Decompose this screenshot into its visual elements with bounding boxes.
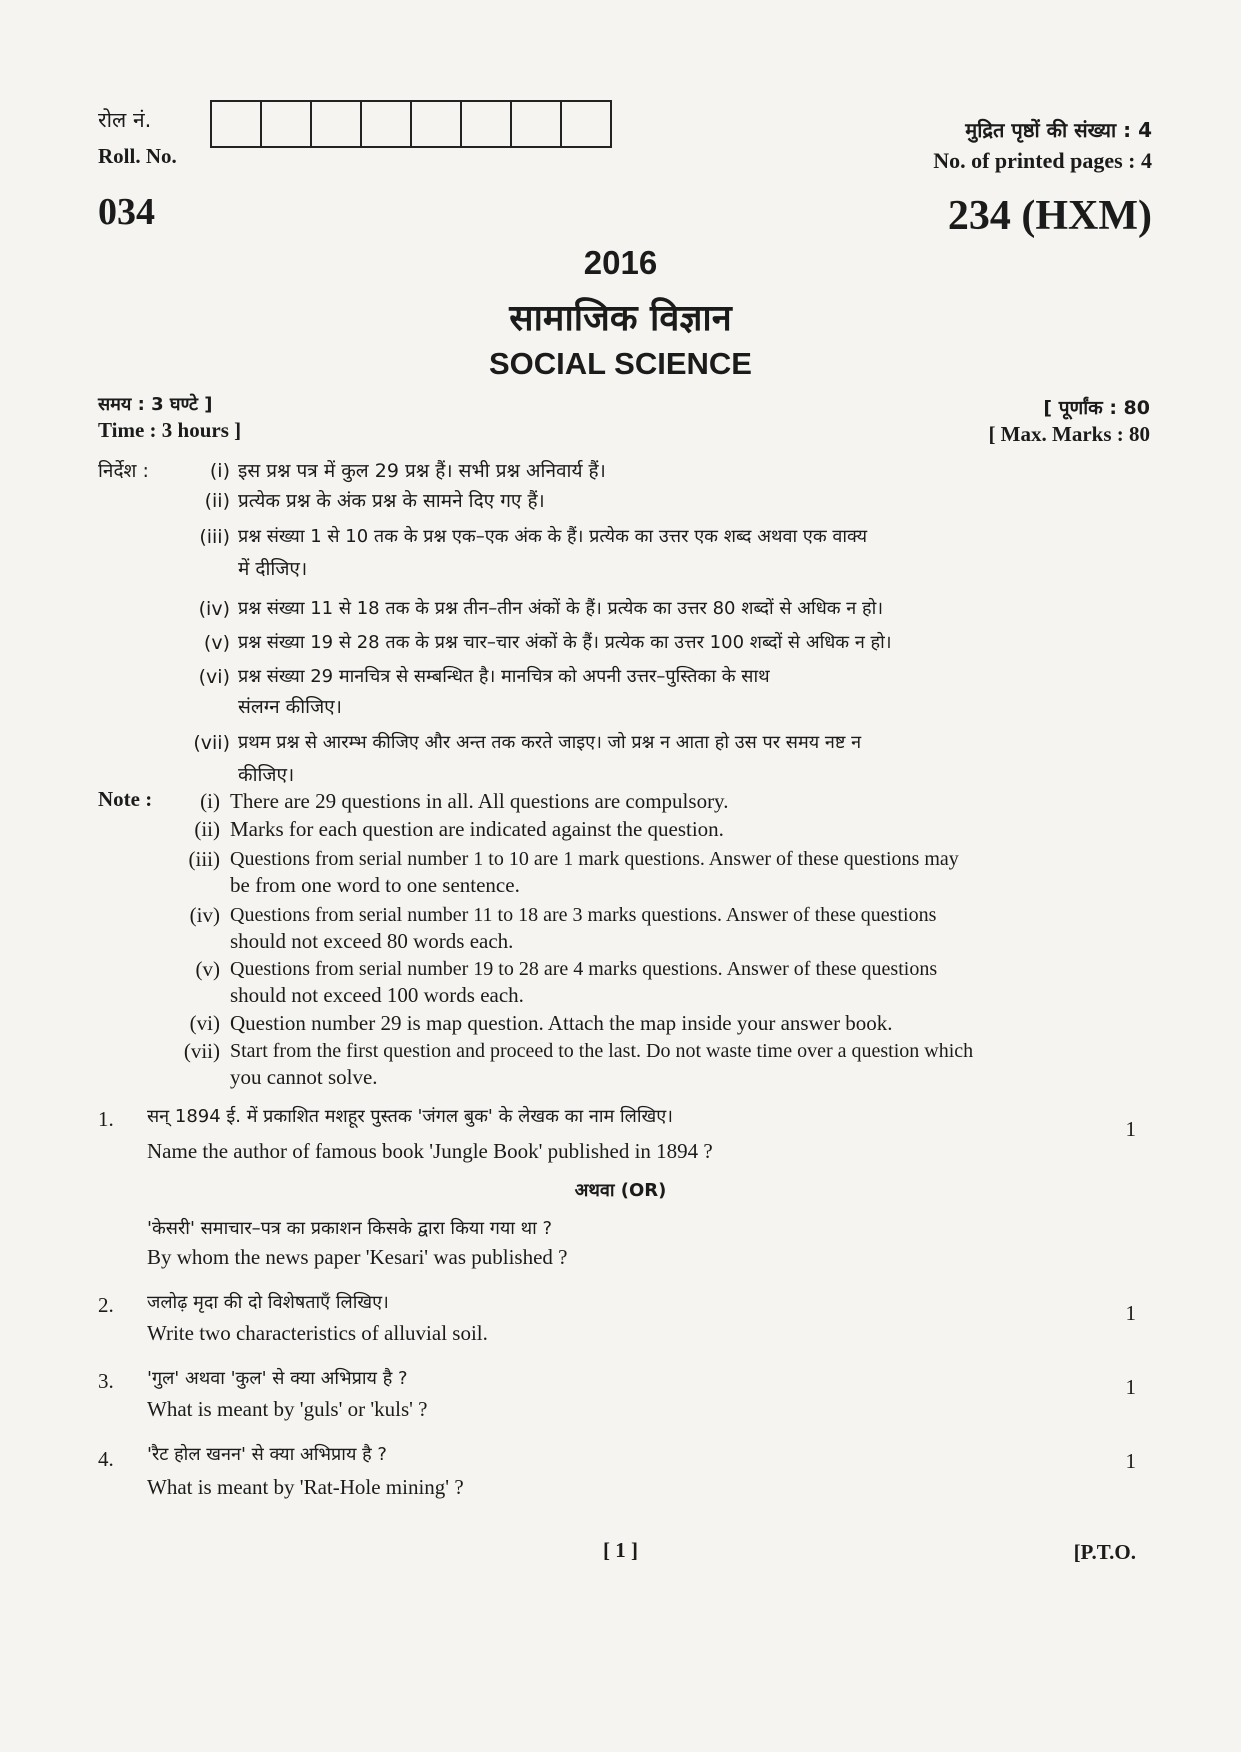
instruction-continuation: कीजिए। [238, 764, 295, 786]
question-text-en: What is meant by 'guls' or 'kuls' ? [147, 1397, 428, 1421]
question-text-en: What is meant by 'Rat-Hole mining' ? [147, 1475, 464, 1499]
note-number: (vii) [183, 1039, 220, 1063]
note-number: (iii) [188, 847, 220, 871]
roll-digit-box[interactable] [312, 102, 362, 146]
question-text-en: Write two characteristics of alluvial soil. [147, 1321, 488, 1345]
roll-digit-box[interactable] [462, 102, 512, 146]
note-continuation: be from one word to one sentence. [230, 873, 520, 897]
note-text: Questions from serial number 1 to 10 are 1 mark questions. Answer of these questions may [230, 848, 959, 870]
paper-code-right: 234 (HXM) [947, 193, 1152, 239]
roll-digit-box[interactable] [362, 102, 412, 146]
instruction-text: प्रथम प्रश्न से आरम्भ कीजिए और अन्त तक करते जाइए। जो प्रश्न न आता हो उस पर समय नष्ट न [238, 732, 862, 753]
note-text: There are 29 questions in all. All questions are compulsory. [230, 789, 729, 813]
note-number: (i) [200, 789, 220, 813]
note-text: Questions from serial number 11 to 18 are 3 marks questions. Answer of these questions [230, 904, 937, 926]
question-marks: 1 [1125, 1375, 1136, 1399]
note-continuation: should not exceed 80 words each. [230, 929, 514, 953]
instruction-number: (vi) [198, 666, 230, 688]
printed-pages-en: No. of printed pages : 4 [933, 148, 1152, 173]
page-number: [ 1 ] [603, 1538, 638, 1562]
instruction-number: (ii) [204, 490, 230, 512]
max-marks-en: [ Max. Marks : 80 [988, 422, 1150, 446]
note-continuation: should not exceed 100 words each. [230, 983, 524, 1007]
paper-code-left: 034 [98, 191, 155, 233]
roll-digit-box[interactable] [212, 102, 262, 146]
question-number: 1. [98, 1107, 114, 1131]
subject-title-en: SOCIAL SCIENCE [489, 346, 752, 381]
time-hi: समय : 3 घण्टे ] [98, 394, 213, 415]
note-text: Question number 29 is map question. Attach the map inside your answer book. [230, 1011, 893, 1035]
roll-digit-box[interactable] [412, 102, 462, 146]
roll-label-hi: रोल नं. [98, 108, 152, 132]
instruction-continuation: संलग्न कीजिए। [238, 696, 342, 718]
note-number: (v) [195, 957, 220, 981]
instruction-text: प्रश्न संख्या 19 से 28 तक के प्रश्न चार–चार अंकों के हैं। प्रत्येक का उत्तर 100 शब्दों से अधिक न हो। [238, 632, 892, 653]
instruction-number: (v) [203, 632, 230, 654]
note-number: (iv) [189, 903, 220, 927]
note-text: Marks for each question are indicated against the question. [230, 817, 724, 841]
alternative-question-en: By whom the news paper 'Kesari' was published ? [147, 1245, 568, 1269]
question-text-hi: सन् 1894 ई. में प्रकाशित मशहूर पुस्तक 'जंगल बुक' के लेखक का नाम लिखिए। [147, 1106, 673, 1127]
exam-year: 2016 [583, 244, 658, 281]
note-text: Start from the first question and proceed to the last. Do not waste time over a question which [230, 1040, 974, 1062]
note-text: Questions from serial number 19 to 28 are 4 marks questions. Answer of these questions [230, 958, 938, 980]
question-number: 3. [98, 1369, 114, 1393]
question-marks: 1 [1125, 1117, 1136, 1141]
roll-digit-box[interactable] [562, 102, 610, 146]
roll-digit-box[interactable] [512, 102, 562, 146]
printed-pages-hi: मुद्रित पृष्ठों की संख्या : 4 [965, 118, 1152, 142]
instruction-continuation: में दीजिए। [238, 558, 308, 580]
instructions-label-en: Note : [98, 787, 153, 811]
please-turn-over: [P.T.O. [1073, 1540, 1136, 1564]
max-marks-hi: [ पूर्णांक : 80 [1043, 397, 1150, 419]
roll-number-boxes[interactable] [210, 100, 612, 148]
instruction-number: (i) [209, 460, 230, 482]
instruction-number: (iii) [199, 526, 230, 548]
note-continuation: you cannot solve. [230, 1065, 378, 1089]
question-number: 4. [98, 1447, 114, 1471]
question-text-hi: 'गुल' अथवा 'कुल' से क्या अभिप्राय है ? [147, 1368, 408, 1389]
note-number: (vi) [189, 1011, 220, 1035]
alternative-question-hi: 'केसरी' समाचार–पत्र का प्रकाशन किसके द्वारा किया गया था ? [147, 1218, 553, 1239]
instruction-text: प्रश्न संख्या 11 से 18 तक के प्रश्न तीन–तीन अंकों के हैं। प्रत्येक का उत्तर 80 शब्दों से अधिक न हो। [238, 598, 884, 619]
question-text-en: Name the author of famous book 'Jungle Book' published in 1894 ? [147, 1139, 713, 1163]
roll-label-en: Roll. No. [98, 144, 177, 168]
instruction-text: प्रश्न संख्या 29 मानचित्र से सम्बन्धित है। मानचित्र को अपनी उत्तर–पुस्तिका के साथ [238, 666, 770, 687]
or-label: अथवा (OR) [574, 1180, 667, 1201]
instruction-text: इस प्रश्न पत्र में कुल 29 प्रश्न हैं। सभी प्रश्न अनिवार्य हैं। [238, 460, 606, 482]
note-number: (ii) [194, 817, 220, 841]
time-en: Time : 3 hours ] [98, 418, 242, 442]
question-text-hi: 'रैट होल खनन' से क्या अभिप्राय है ? [147, 1444, 387, 1465]
subject-title-hi: सामाजिक विज्ञान [509, 298, 732, 339]
question-marks: 1 [1125, 1301, 1136, 1325]
instructions-label-hi: निर्देश : [98, 460, 149, 482]
instruction-number: (vii) [193, 732, 230, 754]
instruction-text: प्रत्येक प्रश्न के अंक प्रश्न के सामने दिए गए हैं। [238, 490, 545, 512]
roll-digit-box[interactable] [262, 102, 312, 146]
question-number: 2. [98, 1293, 114, 1317]
question-text-hi: जलोढ़ मृदा की दो विशेषताएँ लिखिए। [147, 1292, 389, 1313]
instruction-number: (iv) [198, 598, 230, 620]
question-marks: 1 [1125, 1449, 1136, 1473]
instruction-text: प्रश्न संख्या 1 से 10 तक के प्रश्न एक–एक अंक के हैं। प्रत्येक का उत्तर एक शब्द अथवा एक वाक्य [238, 526, 868, 547]
